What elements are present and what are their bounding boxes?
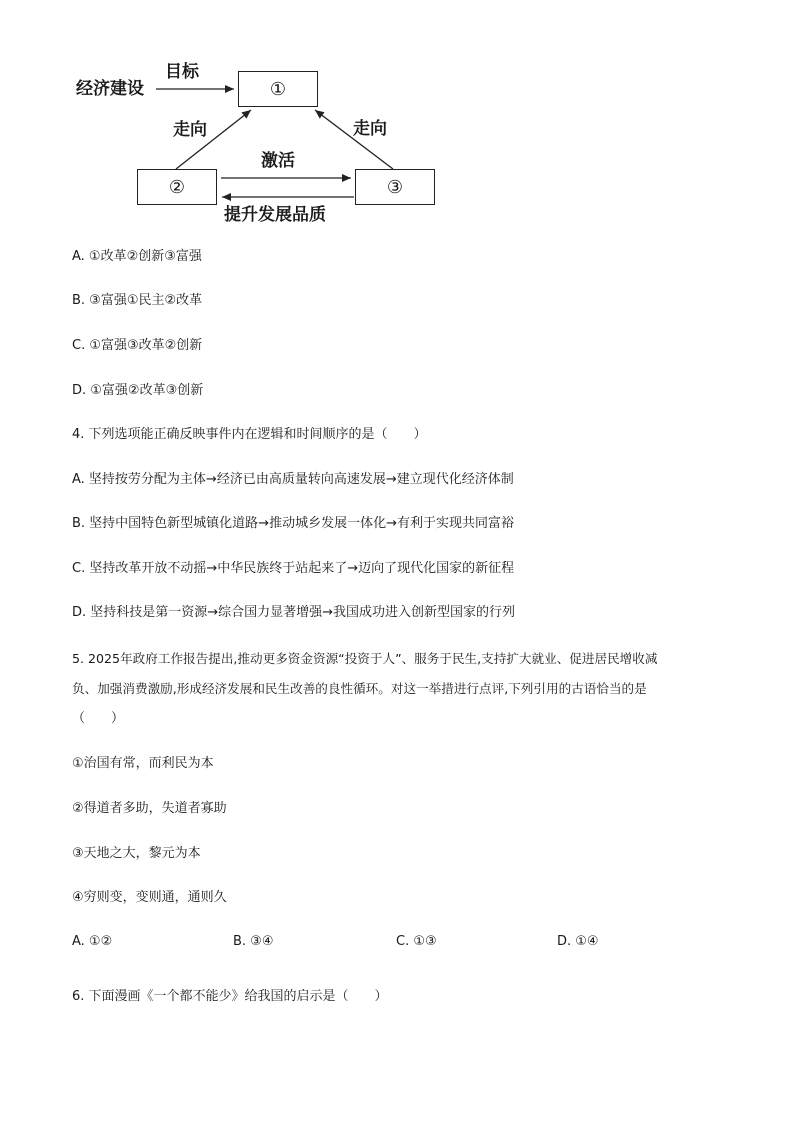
- q3-option-c: C. ①富强③改革②创新: [72, 338, 203, 353]
- right-arrow-label: 走向: [353, 119, 387, 139]
- economic-construction-label: 经济建设: [76, 79, 144, 99]
- box-top-label: ①: [269, 78, 287, 100]
- q5-stem-line3: （ ）: [72, 711, 125, 726]
- q6-stem: 6. 下面漫画《一个都不能少》给我国的启示是（ ）: [72, 989, 388, 1004]
- target-label: 目标: [165, 62, 199, 82]
- q5-statement-2: ②得道者多助，失道者寡助: [72, 801, 227, 816]
- q5-choice-c: C. ①③: [396, 934, 437, 949]
- box-right-label: ③: [386, 176, 404, 198]
- q5-choice-a: A. ①②: [72, 934, 113, 949]
- flow-diagram: [0, 0, 460, 240]
- box-right: [355, 169, 435, 205]
- forward-label: 激活: [261, 151, 295, 171]
- q5-stem-line1: 5. 2025年政府工作报告提出,推动更多资金资源“投资于人”、服务于民生,支持扩大就业、促进居民增收减: [72, 651, 658, 666]
- q5-statement-1: ①治国有常，而利民为本: [72, 756, 214, 771]
- left-arrow-label: 走向: [173, 120, 207, 140]
- q3-option-b: B. ③富强①民主②改革: [72, 293, 203, 308]
- backward-label: 提升发展品质: [224, 205, 326, 225]
- q3-option-d: D. ①富强②改革③创新: [72, 383, 204, 398]
- q5-statement-3: ③天地之大，黎元为本: [72, 846, 201, 861]
- box-top: [238, 71, 318, 107]
- q4-option-c: C. 坚持改革开放不动摇→中华民族终于站起来了→迈向了现代化国家的新征程: [72, 561, 515, 576]
- box-left: [137, 169, 217, 205]
- box-left-label: ②: [168, 176, 186, 198]
- q4-option-d: D. 坚持科技是第一资源→综合国力显著增强→我国成功进入创新型国家的行列: [72, 605, 516, 620]
- q4-option-a: A. 坚持按劳分配为主体→经济已由高质量转向高速发展→建立现代化经济体制: [72, 472, 514, 487]
- q4-option-b: B. 坚持中国特色新型城镇化道路→推动城乡发展一体化→有利于实现共同富裕: [72, 516, 514, 531]
- q4-stem: 4. 下列选项能正确反映事件内在逻辑和时间顺序的是（ ）: [72, 427, 427, 442]
- q3-option-a: A. ①改革②创新③富强: [72, 249, 202, 264]
- q5-stem-line2: 负、加强消费激励,形成经济发展和民生改善的良性循环。对这一举措进行点评,下列引用的古语恰当的是: [72, 681, 647, 696]
- q5-choice-b: B. ③④: [233, 934, 274, 949]
- q5-choice-d: D. ①④: [557, 934, 599, 949]
- q5-statement-4: ④穷则变，变则通，通则久: [72, 890, 227, 905]
